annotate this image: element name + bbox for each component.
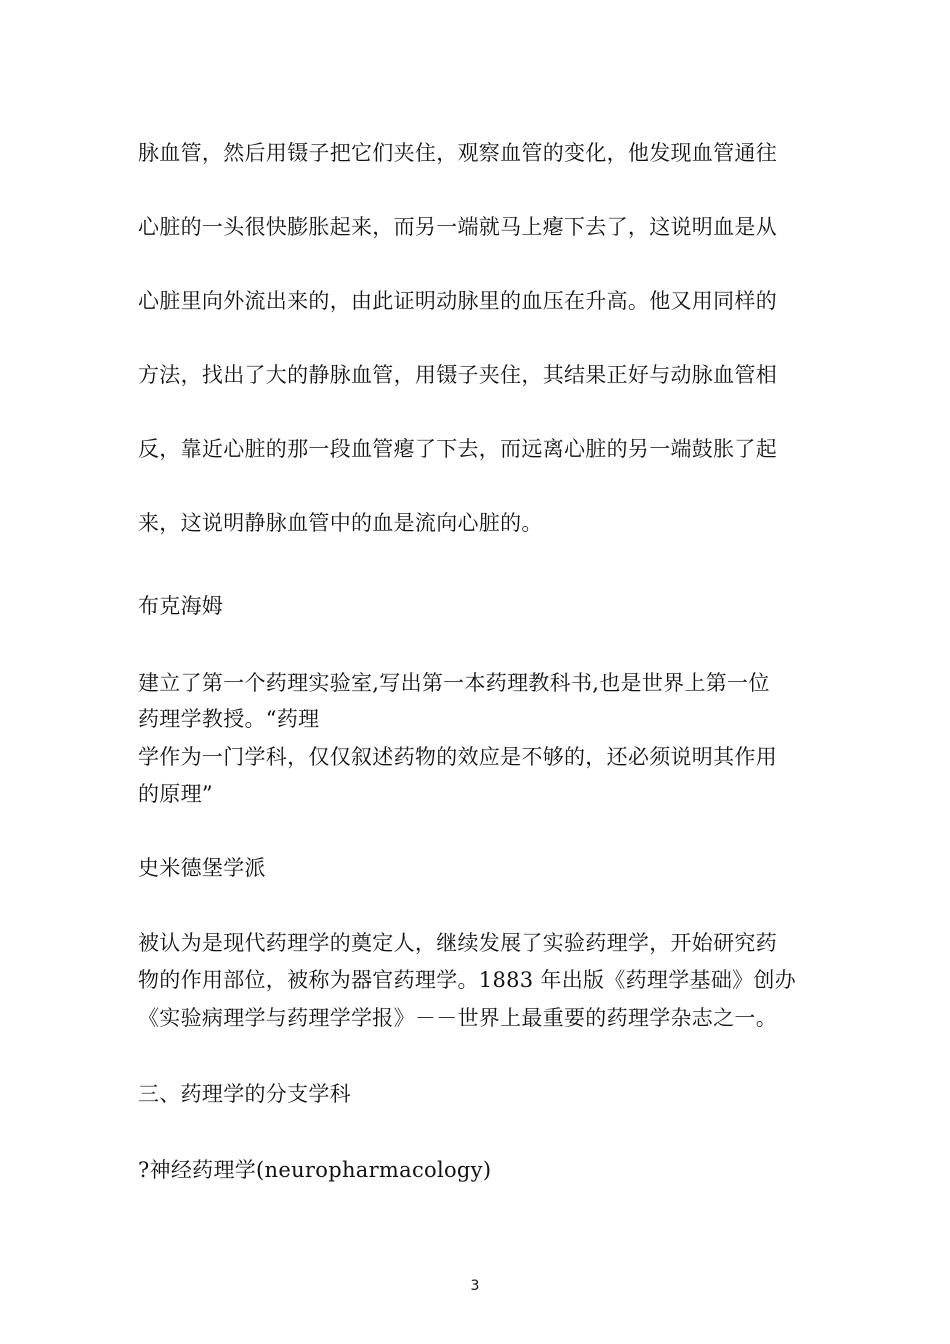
- paragraph-line: 物的作用部位，被称为器官药理学。1883 年出版《药理学基础》创办: [138, 968, 797, 992]
- paragraph-line: 药理学教授。“药理: [138, 707, 320, 731]
- paragraph-line: 心脏里向外流出来的，由此证明动脉里的血压在升高。他又用同样的: [138, 289, 777, 313]
- section-heading-buchheim: 布克海姆: [138, 594, 224, 618]
- paragraph-line: 学作为一门学科，仅仅叙述药物的效应是不够的，还必须说明其作用: [138, 745, 777, 769]
- paragraph-line: 来，这说明静脉血管中的血是流向心脏的。: [138, 511, 543, 535]
- paragraph-line: 被认为是现代药理学的奠定人，继续发展了实验药理学，开始研究药: [138, 931, 777, 955]
- paragraph-line: 建立了第一个药理实验室,写出第一本药理教科书,也是世界上第一位: [138, 671, 770, 695]
- paragraph-line: 心脏的一头很快膨胀起来，而另一端就马上瘪下去了，这说明血是从: [138, 215, 777, 239]
- paragraph-line: 《实验病理学与药理学学报》－－世界上最重要的药理学杂志之一。: [138, 1006, 777, 1030]
- paragraph-line: 方法，找出了大的静脉血管，用镊子夹住，其结果正好与动脉血管相: [138, 363, 777, 387]
- section-heading-schmiedeberg: 史米德堡学派: [138, 856, 266, 880]
- page-number: 3: [470, 1278, 480, 1294]
- paragraph-line: 反，靠近心脏的那一段血管瘪了下去，而远离心脏的另一端鼓胀了起: [138, 437, 777, 461]
- paragraph-line: 脉血管，然后用镊子把它们夹住，观察血管的变化，他发现血管通往: [138, 141, 777, 165]
- list-item: ?神经药理学(neuropharmacology): [138, 1158, 492, 1182]
- section-heading-branches: 三、药理学的分支学科: [138, 1082, 351, 1106]
- paragraph-line: 的原理”: [138, 782, 213, 806]
